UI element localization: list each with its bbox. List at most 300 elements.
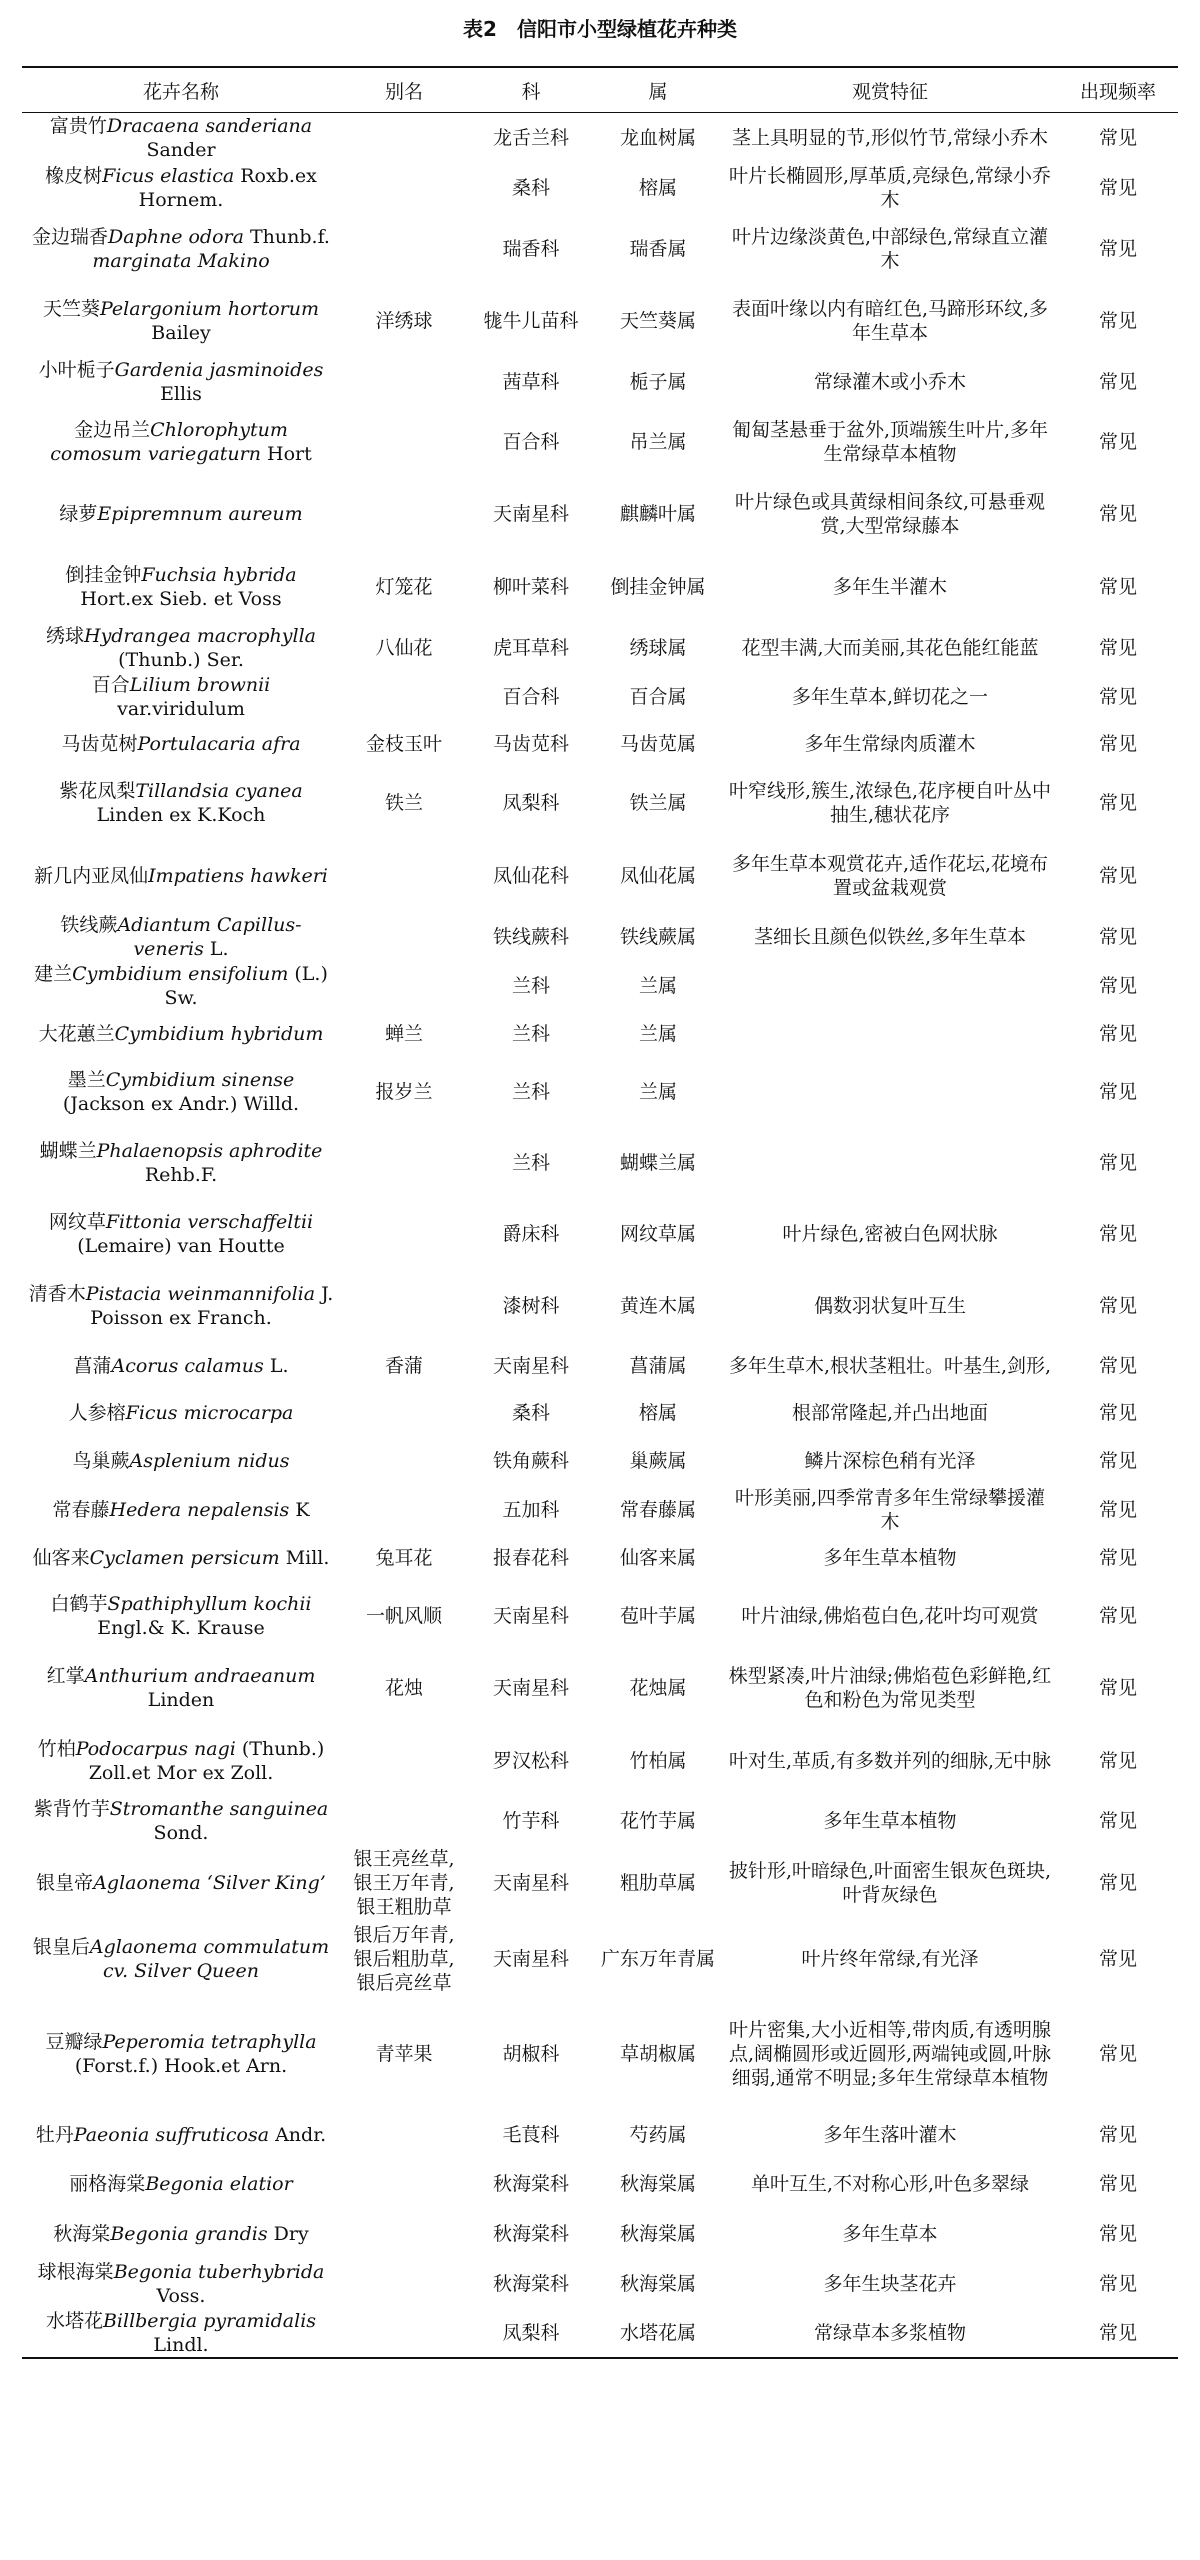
chinese-name: 小叶栀子 <box>38 358 115 381</box>
frequency-cell: 常见 <box>1098 2272 1137 2295</box>
plant-name-cell <box>22 1199 340 1269</box>
table-body <box>22 113 1178 2358</box>
scientific-name: Cymbidium hybridum <box>114 1022 324 1045</box>
authority: Bailey <box>151 321 211 344</box>
alias-cell: 银王亮丝草,银王万年青,银王粗肋草 <box>353 1847 455 1918</box>
chinese-name: 红掌 <box>46 1664 85 1687</box>
plant-name-cell <box>22 1127 340 1199</box>
scientific-name: Chlorophytum comosum variegaturn <box>50 418 288 465</box>
frequency-cell: 常见 <box>1098 1947 1137 1970</box>
genus-cell: 瑞香属 <box>629 237 687 260</box>
plant-name-cell <box>22 1057 340 1127</box>
header-alias: 别名 <box>340 67 468 113</box>
plant-name-cell <box>22 623 340 673</box>
authority: var.viridulum <box>117 697 245 720</box>
table-row <box>22 767 1178 839</box>
genus-cell: 倒挂金钟属 <box>610 575 706 598</box>
table-row <box>22 1057 1178 1127</box>
feature-cell: 偶数羽状复叶互生 <box>813 1294 966 1317</box>
family-cell: 天南星科 <box>492 1871 569 1894</box>
family-cell: 柳叶菜科 <box>492 575 569 598</box>
plant-name-cell <box>22 1921 340 1997</box>
family-cell: 马齿苋科 <box>492 732 569 755</box>
authority: (Forst.f.) Hook.et Arn. <box>74 2054 288 2077</box>
feature-cell: 根部常隆起,并凸出地面 <box>791 1401 989 1424</box>
authority: Linden ex K.Koch <box>96 803 266 826</box>
family-cell: 兰科 <box>511 1151 550 1174</box>
alias-cell <box>340 1437 468 1485</box>
family-cell: 铁角蕨科 <box>492 1449 569 1472</box>
frequency-cell: 常见 <box>1098 502 1137 525</box>
feature-cell: 匍匐茎悬垂于盆外,顶端簇生叶片,多年生常绿草本植物 <box>731 418 1049 465</box>
table-row <box>22 213 1178 285</box>
plant-name-cell <box>22 673 340 721</box>
plant-name-cell <box>22 2159 340 2209</box>
plant-name-cell <box>22 407 340 477</box>
plant-name-cell <box>22 2309 340 2358</box>
genus-cell: 秋海棠属 <box>619 2272 696 2295</box>
plant-name-cell <box>22 961 340 1011</box>
scientific-name: Adiantum Capillus-veneris <box>117 913 302 960</box>
scientific-name: Begonia grandis <box>110 2222 268 2245</box>
feature-cell: 叶片绿色,密被白色网状脉 <box>782 1222 998 1245</box>
frequency-cell: 常见 <box>1098 2042 1137 2065</box>
scientific-name: Asplenium nidus <box>129 1449 290 1472</box>
plant-name-cell <box>22 721 340 767</box>
scientific-name: Anthurium andraeanum <box>84 1664 316 1687</box>
scientific-name: Pelargonium hortorum <box>99 297 320 320</box>
family-cell: 虎耳草科 <box>492 636 569 659</box>
header-feature: 观赏特征 <box>722 67 1058 113</box>
scientific-name: Hydrangea macrophylla <box>84 624 317 647</box>
family-cell: 凤仙花科 <box>492 864 569 887</box>
plant-name-cell <box>22 2111 340 2159</box>
table-row <box>22 1797 1178 1845</box>
scientific-name-variety: marginata Makino <box>92 249 270 272</box>
chinese-name: 竹柏 <box>37 1737 76 1760</box>
family-cell: 天南星科 <box>492 1354 569 1377</box>
scientific-name: Fittonia verschaffeltii <box>105 1210 314 1233</box>
family-cell: 凤梨科 <box>468 2309 594 2358</box>
authority: Sond. <box>153 1821 209 1844</box>
feature-cell: 多年生块茎花卉 <box>823 2272 957 2295</box>
chinese-name: 绿萝 <box>59 502 98 525</box>
scientific-name: Begonia tuberhybrida <box>113 2260 325 2283</box>
chinese-name: 新几内亚凤仙 <box>34 864 149 887</box>
alias-cell: 一帆风顺 <box>365 1604 442 1627</box>
family-cell: 凤梨科 <box>502 791 560 814</box>
table-row <box>22 1997 1178 2111</box>
alias-cell: 铁兰 <box>384 791 423 814</box>
feature-cell <box>722 1057 1058 1127</box>
frequency-cell: 常见 <box>1098 636 1137 659</box>
authority: Dry <box>267 2222 309 2245</box>
scientific-name: Phalaenopsis aphrodite <box>96 1139 323 1162</box>
scientific-name: Cymbidium ensifolium <box>72 962 289 985</box>
genus-cell: 榕属 <box>638 1401 677 1424</box>
genus-cell: 网纹草属 <box>619 1222 696 1245</box>
table-row <box>22 163 1178 213</box>
frequency-cell: 常见 <box>1098 685 1137 708</box>
chinese-name: 墨兰 <box>67 1068 106 1091</box>
frequency-cell: 常见 <box>1098 791 1137 814</box>
feature-cell: 多年生草本植物 <box>823 1809 957 1832</box>
genus-cell: 水塔花属 <box>594 2309 722 2358</box>
table-row <box>22 1535 1178 1581</box>
frequency-cell: 常见 <box>1098 1080 1137 1103</box>
authority: Rehb.F. <box>144 1163 218 1186</box>
genus-cell: 兰属 <box>638 1080 677 1103</box>
genus-cell: 凤仙花属 <box>619 864 696 887</box>
scientific-name: Daphne odora <box>108 225 244 248</box>
alias-cell <box>340 477 468 551</box>
chinese-name: 大花蕙兰 <box>38 1022 115 1045</box>
table-row <box>22 1485 1178 1535</box>
frequency-cell: 常见 <box>1098 1222 1137 1245</box>
genus-cell: 吊兰属 <box>629 430 687 453</box>
scientific-name: Cymbidium sinense <box>105 1068 295 1091</box>
frequency-cell: 常见 <box>1098 732 1137 755</box>
scientific-name: Aglaonema commulatum cv. Silver Queen <box>89 1935 330 1982</box>
table-row <box>22 2111 1178 2159</box>
scientific-name: Tillandsia cyanea <box>135 779 303 802</box>
scientific-name: Podocarpus nagi <box>75 1737 236 1760</box>
authority: Voss. <box>156 2284 206 2307</box>
table-row <box>22 551 1178 623</box>
scientific-name: Dracaena sanderiana <box>106 114 313 137</box>
table-row <box>22 1845 1178 1921</box>
frequency-cell: 常见 <box>1098 1498 1137 1521</box>
family-cell: 胡椒科 <box>502 2042 560 2065</box>
authority: Ellis <box>160 382 202 405</box>
genus-cell: 草胡椒属 <box>619 2042 696 2065</box>
genus-cell: 秋海棠属 <box>619 2222 696 2245</box>
family-cell: 秋海棠科 <box>492 2222 569 2245</box>
header-name: 花卉名称 <box>22 67 340 113</box>
scientific-name: Lilium brownii <box>129 673 271 696</box>
feature-cell: 单叶互生,不对称心形,叶色多翠绿 <box>750 2172 1030 2195</box>
frequency-cell: 常见 <box>1098 575 1137 598</box>
authority: (Thunb.) Ser. <box>118 648 244 671</box>
alias-cell <box>340 961 468 1011</box>
feature-cell: 常绿灌木或小乔木 <box>813 370 966 393</box>
feature-cell: 叶片密集,大小近相等,带肉质,有透明腺点,阔椭圆形或近圆形,两端钝或圆,叶脉细弱,通常不明显;多年生常绿草本植物 <box>728 2018 1052 2089</box>
feature-cell: 多年生半灌木 <box>832 575 947 598</box>
frequency-cell: 常见 <box>1098 864 1137 887</box>
alias-cell <box>340 2111 468 2159</box>
feature-cell: 常绿草本多浆植物 <box>722 2309 1058 2358</box>
chinese-name: 球根海棠 <box>37 2260 114 2283</box>
feature-cell: 多年生落叶灌木 <box>823 2123 957 2146</box>
chinese-name: 银皇后 <box>32 1935 90 1958</box>
table-row <box>22 913 1178 961</box>
table-row <box>22 1127 1178 1199</box>
table-row <box>22 357 1178 407</box>
chinese-name: 倒挂金钟 <box>65 563 142 586</box>
plant-name-cell <box>22 913 340 961</box>
chinese-name: 银皇帝 <box>36 1871 94 1894</box>
chinese-name: 菖蒲 <box>73 1354 112 1377</box>
alias-cell <box>340 1269 468 1343</box>
alias-cell <box>340 2209 468 2259</box>
genus-cell: 仙客来属 <box>619 1546 696 1569</box>
feature-cell: 叶片绿色或具黄绿相间条纹,可悬垂观赏,大型常绿藤本 <box>734 490 1046 537</box>
frequency-cell: 常见 <box>1058 2309 1178 2358</box>
genus-cell: 秋海棠属 <box>619 2172 696 2195</box>
chinese-name: 绣球 <box>45 624 84 647</box>
genus-cell: 铁兰属 <box>629 791 687 814</box>
frequency-cell: 常见 <box>1098 1401 1137 1424</box>
header-genus: 属 <box>594 67 722 113</box>
plant-name-cell <box>22 1797 340 1845</box>
table-row <box>22 1011 1178 1057</box>
genus-cell: 百合属 <box>629 685 687 708</box>
table-row <box>22 1725 1178 1797</box>
plant-name-cell <box>22 1343 340 1389</box>
header-family: 科 <box>468 67 594 113</box>
frequency-cell: 常见 <box>1098 126 1137 149</box>
feature-cell: 多年生常绿肉质灌木 <box>804 732 976 755</box>
feature-cell: 茎上具明显的节,形似竹节,常绿小乔木 <box>731 126 1049 149</box>
table-row <box>22 721 1178 767</box>
table-row <box>22 1437 1178 1485</box>
family-cell: 牻牛儿苗科 <box>483 309 579 332</box>
family-cell: 秋海棠科 <box>492 2172 569 2195</box>
plant-name-cell <box>22 1535 340 1581</box>
authority: Mill. <box>279 1546 330 1569</box>
family-cell: 天南星科 <box>492 1604 569 1627</box>
genus-cell: 栀子属 <box>629 370 687 393</box>
family-cell: 百合科 <box>502 685 560 708</box>
alias-cell <box>340 1485 468 1535</box>
chinese-name: 紫花凤梨 <box>59 779 136 802</box>
family-cell: 爵床科 <box>502 1222 560 1245</box>
chinese-name: 豆瓣绿 <box>45 2030 103 2053</box>
scientific-name: Gardenia jasminoides <box>114 358 324 381</box>
table-row <box>22 1581 1178 1651</box>
plant-name-cell <box>22 1845 340 1921</box>
chinese-name: 紫背竹芋 <box>33 1797 110 1820</box>
alias-cell <box>340 357 468 407</box>
family-cell: 天南星科 <box>492 502 569 525</box>
feature-cell: 叶片终年常绿,有光泽 <box>801 1947 979 1970</box>
feature-cell: 多年生草木,根状茎粗壮。叶基生,剑形, <box>728 1354 1052 1377</box>
authority: Linden <box>147 1688 215 1711</box>
frequency-cell: 常见 <box>1098 430 1137 453</box>
feature-cell: 披针形,叶暗绿色,叶面密生银灰色斑块,叶背灰绿色 <box>728 1859 1052 1906</box>
alias-cell: 兔耳花 <box>375 1546 433 1569</box>
feature-cell: 叶形美丽,四季常青多年生常绿攀援灌木 <box>734 1486 1046 1533</box>
chinese-name: 橡皮树 <box>45 164 103 187</box>
table-row <box>22 285 1178 357</box>
genus-cell: 黄连木属 <box>619 1294 696 1317</box>
alias-cell: 青苹果 <box>375 2042 433 2065</box>
frequency-cell: 常见 <box>1098 974 1137 997</box>
authority: Hort.ex Sieb. et Voss <box>80 587 282 610</box>
family-cell: 天南星科 <box>492 1947 569 1970</box>
family-cell: 秋海棠科 <box>492 2272 569 2295</box>
alias-cell: 报岁兰 <box>375 1080 433 1103</box>
genus-cell: 巢蕨属 <box>629 1449 687 1472</box>
alias-cell: 银后万年青,银后粗肋草,银后亮丝草 <box>353 1923 455 1994</box>
chinese-name: 富贵竹 <box>49 114 107 137</box>
plant-name-cell <box>22 113 340 163</box>
alias-cell <box>340 407 468 477</box>
plant-name-cell <box>22 767 340 839</box>
family-cell: 铁线蕨科 <box>492 925 569 948</box>
feature-cell: 叶片边缘淡黄色,中部绿色,常绿直立灌木 <box>731 225 1049 272</box>
chinese-name: 马齿苋树 <box>61 732 138 755</box>
feature-cell: 多年生草本植物 <box>823 1546 957 1569</box>
genus-cell: 花竹芋属 <box>619 1809 696 1832</box>
genus-cell: 龙血树属 <box>619 126 696 149</box>
family-cell: 桑科 <box>511 176 550 199</box>
alias-cell: 灯笼花 <box>375 575 433 598</box>
family-cell: 瑞香科 <box>502 237 560 260</box>
frequency-cell: 常见 <box>1098 1022 1137 1045</box>
family-cell: 百合科 <box>502 430 560 453</box>
frequency-cell: 常见 <box>1098 2172 1137 2195</box>
genus-cell: 竹柏属 <box>629 1749 687 1772</box>
chinese-name: 仙客来 <box>32 1546 90 1569</box>
feature-cell <box>722 1127 1058 1199</box>
alias-cell <box>340 673 468 721</box>
chinese-name: 清香木 <box>28 1282 86 1305</box>
scientific-name: Hedera nepalensis <box>109 1498 290 1521</box>
plant-name-cell <box>22 163 340 213</box>
scientific-name: Ficus elastica <box>102 164 235 187</box>
alias-cell <box>340 2259 468 2309</box>
feature-cell: 花型丰满,大而美丽,其花色能红能蓝 <box>741 636 1039 659</box>
table-row <box>22 1343 1178 1389</box>
table-row <box>22 1921 1178 1997</box>
alias-cell: 香蒲 <box>384 1354 423 1377</box>
frequency-cell: 常见 <box>1098 1604 1137 1627</box>
authority: J. Poisson ex Franch. <box>90 1282 334 1329</box>
alias-cell <box>340 913 468 961</box>
table-row <box>22 1389 1178 1437</box>
plant-name-cell <box>22 1997 340 2111</box>
frequency-cell: 常见 <box>1098 1871 1137 1894</box>
scientific-name: Spathiphyllum kochii <box>107 1592 312 1615</box>
table-row <box>22 839 1178 913</box>
genus-cell: 常春藤属 <box>619 1498 696 1521</box>
frequency-cell: 常见 <box>1098 370 1137 393</box>
table-row <box>22 113 1178 163</box>
scientific-name: Paeonia suffruticosa <box>73 2123 270 2146</box>
alias-cell: 八仙花 <box>375 636 433 659</box>
table-row <box>22 1651 1178 1725</box>
authority: Andr. <box>269 2123 327 2146</box>
feature-cell: 茎细长且颜色似铁丝,多年生草本 <box>753 925 1027 948</box>
genus-cell: 马齿苋属 <box>619 732 696 755</box>
genus-cell: 铁线蕨属 <box>619 925 696 948</box>
table-row <box>22 2259 1178 2309</box>
chinese-name: 建兰 <box>34 962 73 985</box>
authority: Engl.& K. Krause <box>97 1616 265 1639</box>
scientific-name: Impatiens hawkeri <box>148 864 328 887</box>
chinese-name: 牡丹 <box>35 2123 74 2146</box>
scientific-name: Begonia elatior <box>145 2172 293 2195</box>
frequency-cell: 常见 <box>1098 1354 1137 1377</box>
chinese-name: 铁线蕨 <box>60 913 118 936</box>
frequency-cell: 常见 <box>1098 1809 1137 1832</box>
scientific-name: Cyclamen persicum <box>89 1546 280 1569</box>
family-cell: 茜草科 <box>502 370 560 393</box>
plant-name-cell <box>22 1389 340 1437</box>
authority: (Lemaire) van Houtte <box>77 1234 285 1257</box>
scientific-name: Ficus microcarpa <box>125 1401 294 1424</box>
authority: (Thunb.) Zoll.et Mor ex Zoll. <box>88 1737 325 1784</box>
alias-cell <box>340 163 468 213</box>
alias-cell <box>340 2159 468 2209</box>
plant-name-cell <box>22 1725 340 1797</box>
alias-cell <box>340 1389 468 1437</box>
chinese-name: 金边瑞香 <box>32 225 109 248</box>
frequency-cell: 常见 <box>1098 1546 1137 1569</box>
chinese-name: 天竺葵 <box>42 297 100 320</box>
feature-cell <box>722 1011 1058 1057</box>
family-cell: 竹芋科 <box>502 1809 560 1832</box>
table-row <box>22 1199 1178 1269</box>
flower-species-table <box>22 66 1178 2359</box>
alias-cell <box>340 1725 468 1797</box>
genus-cell: 粗肋草属 <box>619 1871 696 1894</box>
table-row <box>22 961 1178 1011</box>
plant-name-cell <box>22 839 340 913</box>
scientific-name: Aglaonema ‘Silver King’ <box>93 1871 326 1894</box>
alias-cell <box>340 1797 468 1845</box>
table-header-row <box>22 67 1178 113</box>
table-row <box>22 2309 1178 2358</box>
chinese-name: 网纹草 <box>48 1210 106 1233</box>
alias-cell: 洋绣球 <box>375 309 433 332</box>
genus-cell: 麒麟叶属 <box>619 502 696 525</box>
chinese-name: 鸟巢蕨 <box>72 1449 130 1472</box>
frequency-cell: 常见 <box>1098 925 1137 948</box>
frequency-cell: 常见 <box>1098 176 1137 199</box>
feature-cell: 叶片长椭圆形,厚革质,亮绿色,常绿小乔木 <box>728 164 1052 211</box>
genus-cell: 花烛属 <box>629 1676 687 1699</box>
family-cell: 龙舌兰科 <box>492 126 569 149</box>
chinese-name: 蝴蝶兰 <box>39 1139 97 1162</box>
table-row <box>22 477 1178 551</box>
authority: (Jackson ex Andr.) Willd. <box>62 1092 300 1115</box>
scientific-name: Pistacia weinmannifolia <box>85 1282 316 1305</box>
authority: Thunb.f. <box>243 225 330 248</box>
family-cell: 兰科 <box>511 1080 550 1103</box>
scientific-name: Portulacaria afra <box>137 732 301 755</box>
family-cell: 桑科 <box>511 1401 550 1424</box>
family-cell: 罗汉松科 <box>492 1749 569 1772</box>
frequency-cell: 常见 <box>1098 1676 1137 1699</box>
alias-cell <box>340 1199 468 1269</box>
feature-cell: 多年生草本,鲜切花之一 <box>791 685 989 708</box>
authority: (L.) Sw. <box>164 962 328 1009</box>
alias-cell: 金枝玉叶 <box>365 732 442 755</box>
frequency-cell: 常见 <box>1098 1449 1137 1472</box>
genus-cell: 广东万年青属 <box>600 1947 715 1970</box>
authority: L. <box>263 1354 289 1377</box>
alias-cell <box>340 1127 468 1199</box>
plant-name-cell <box>22 213 340 285</box>
table-row <box>22 673 1178 721</box>
plant-name-cell <box>22 1011 340 1057</box>
plant-name-cell <box>22 2209 340 2259</box>
scientific-name: Acorus calamus <box>111 1354 264 1377</box>
feature-cell: 叶片油绿,佛焰苞白色,花叶均可观赏 <box>741 1604 1039 1627</box>
chinese-name: 人参榕 <box>68 1401 126 1424</box>
